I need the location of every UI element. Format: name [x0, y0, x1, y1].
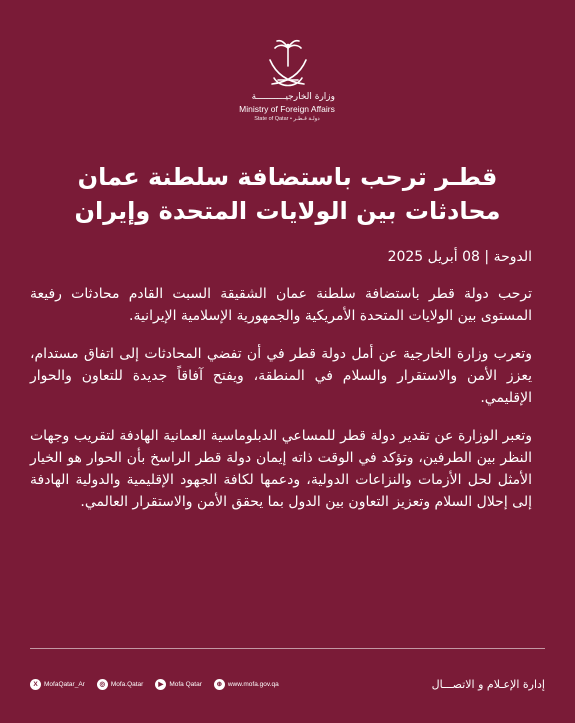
social-instagram-label: Mofa.Qatar: [110, 680, 144, 688]
paragraph-3: وتعبر الوزارة عن تقدير دولة قطر للمساعي الدبلوماسية العمانية الهادفة لتقريب وجهات النظر بين الطرفين، وتؤكد في الوقت ذاته إيمان دولة قطر الراسخ بأن الحوار هو الخيار الأمثل لحل الأزمات والنزاعات الدولية، ودعمها لكافة الجهود الإقليمية والدولية الهادفة إلى إحلال السلام وتعزيز التعاون بين الدول بما يحقق الأمن والاستقرار العالمي.: [30, 428, 532, 510]
youtube-icon: ▶: [155, 679, 166, 690]
social-x-label: MofaQatar_Ar: [44, 680, 85, 688]
social-links: [30, 679, 279, 690]
social-youtube-label: Mofa Qatar: [169, 680, 202, 688]
headline-line-1: قطـر ترحب باستضافة سلطنة عمان: [77, 163, 498, 191]
ministry-logo: [0, 36, 575, 96]
social-youtube-link[interactable]: [155, 679, 202, 690]
qatar-emblem-icon: [258, 36, 318, 96]
headline-line-2: محادثات بين الولايات المتحدة وإيران: [74, 197, 501, 225]
social-x-link[interactable]: [30, 679, 85, 690]
statement-body: [30, 283, 532, 529]
paragraph-1: ترحب دولة قطر باستضافة سلطنة عمان الشقيقة السبت القادم محادثات رفيعة المستوى بين الولايات المتحدة الأمريكية والجمهورية الإسلامية الإيرانية.: [30, 286, 532, 324]
globe-icon: ⊕: [214, 679, 225, 690]
dateline: الدوحة | 08 أبريل 2025: [387, 249, 532, 265]
instagram-icon: ◎: [97, 679, 108, 690]
headline: [40, 160, 535, 228]
paragraph-2: وتعرب وزارة الخارجية عن أمل دولة قطر في أن تفضي المحادثات إلى اتفاق مستدام، يعزز الأمن والاستقرار والسلام في المنطقة، ويفتح آفاقاً جديدة للتعاون والحوار الإقليمي.: [30, 346, 532, 406]
logo-state-text: State of Qatar • دولـة قـطـر: [254, 116, 320, 122]
x-icon: X: [30, 679, 41, 690]
social-website-link[interactable]: [214, 679, 279, 690]
department-name: إدارة الإعـلام و الاتصـــال: [431, 677, 545, 691]
footer: [30, 674, 545, 694]
social-website-label: www.mofa.gov.qa: [227, 680, 279, 688]
footer-divider: [30, 648, 545, 649]
logo-arabic-text: وزارة الخارجيـــــــــــة: [251, 92, 335, 102]
social-instagram-link[interactable]: [97, 679, 144, 690]
logo-english-text: Ministry of Foreign Affairs: [239, 104, 335, 114]
